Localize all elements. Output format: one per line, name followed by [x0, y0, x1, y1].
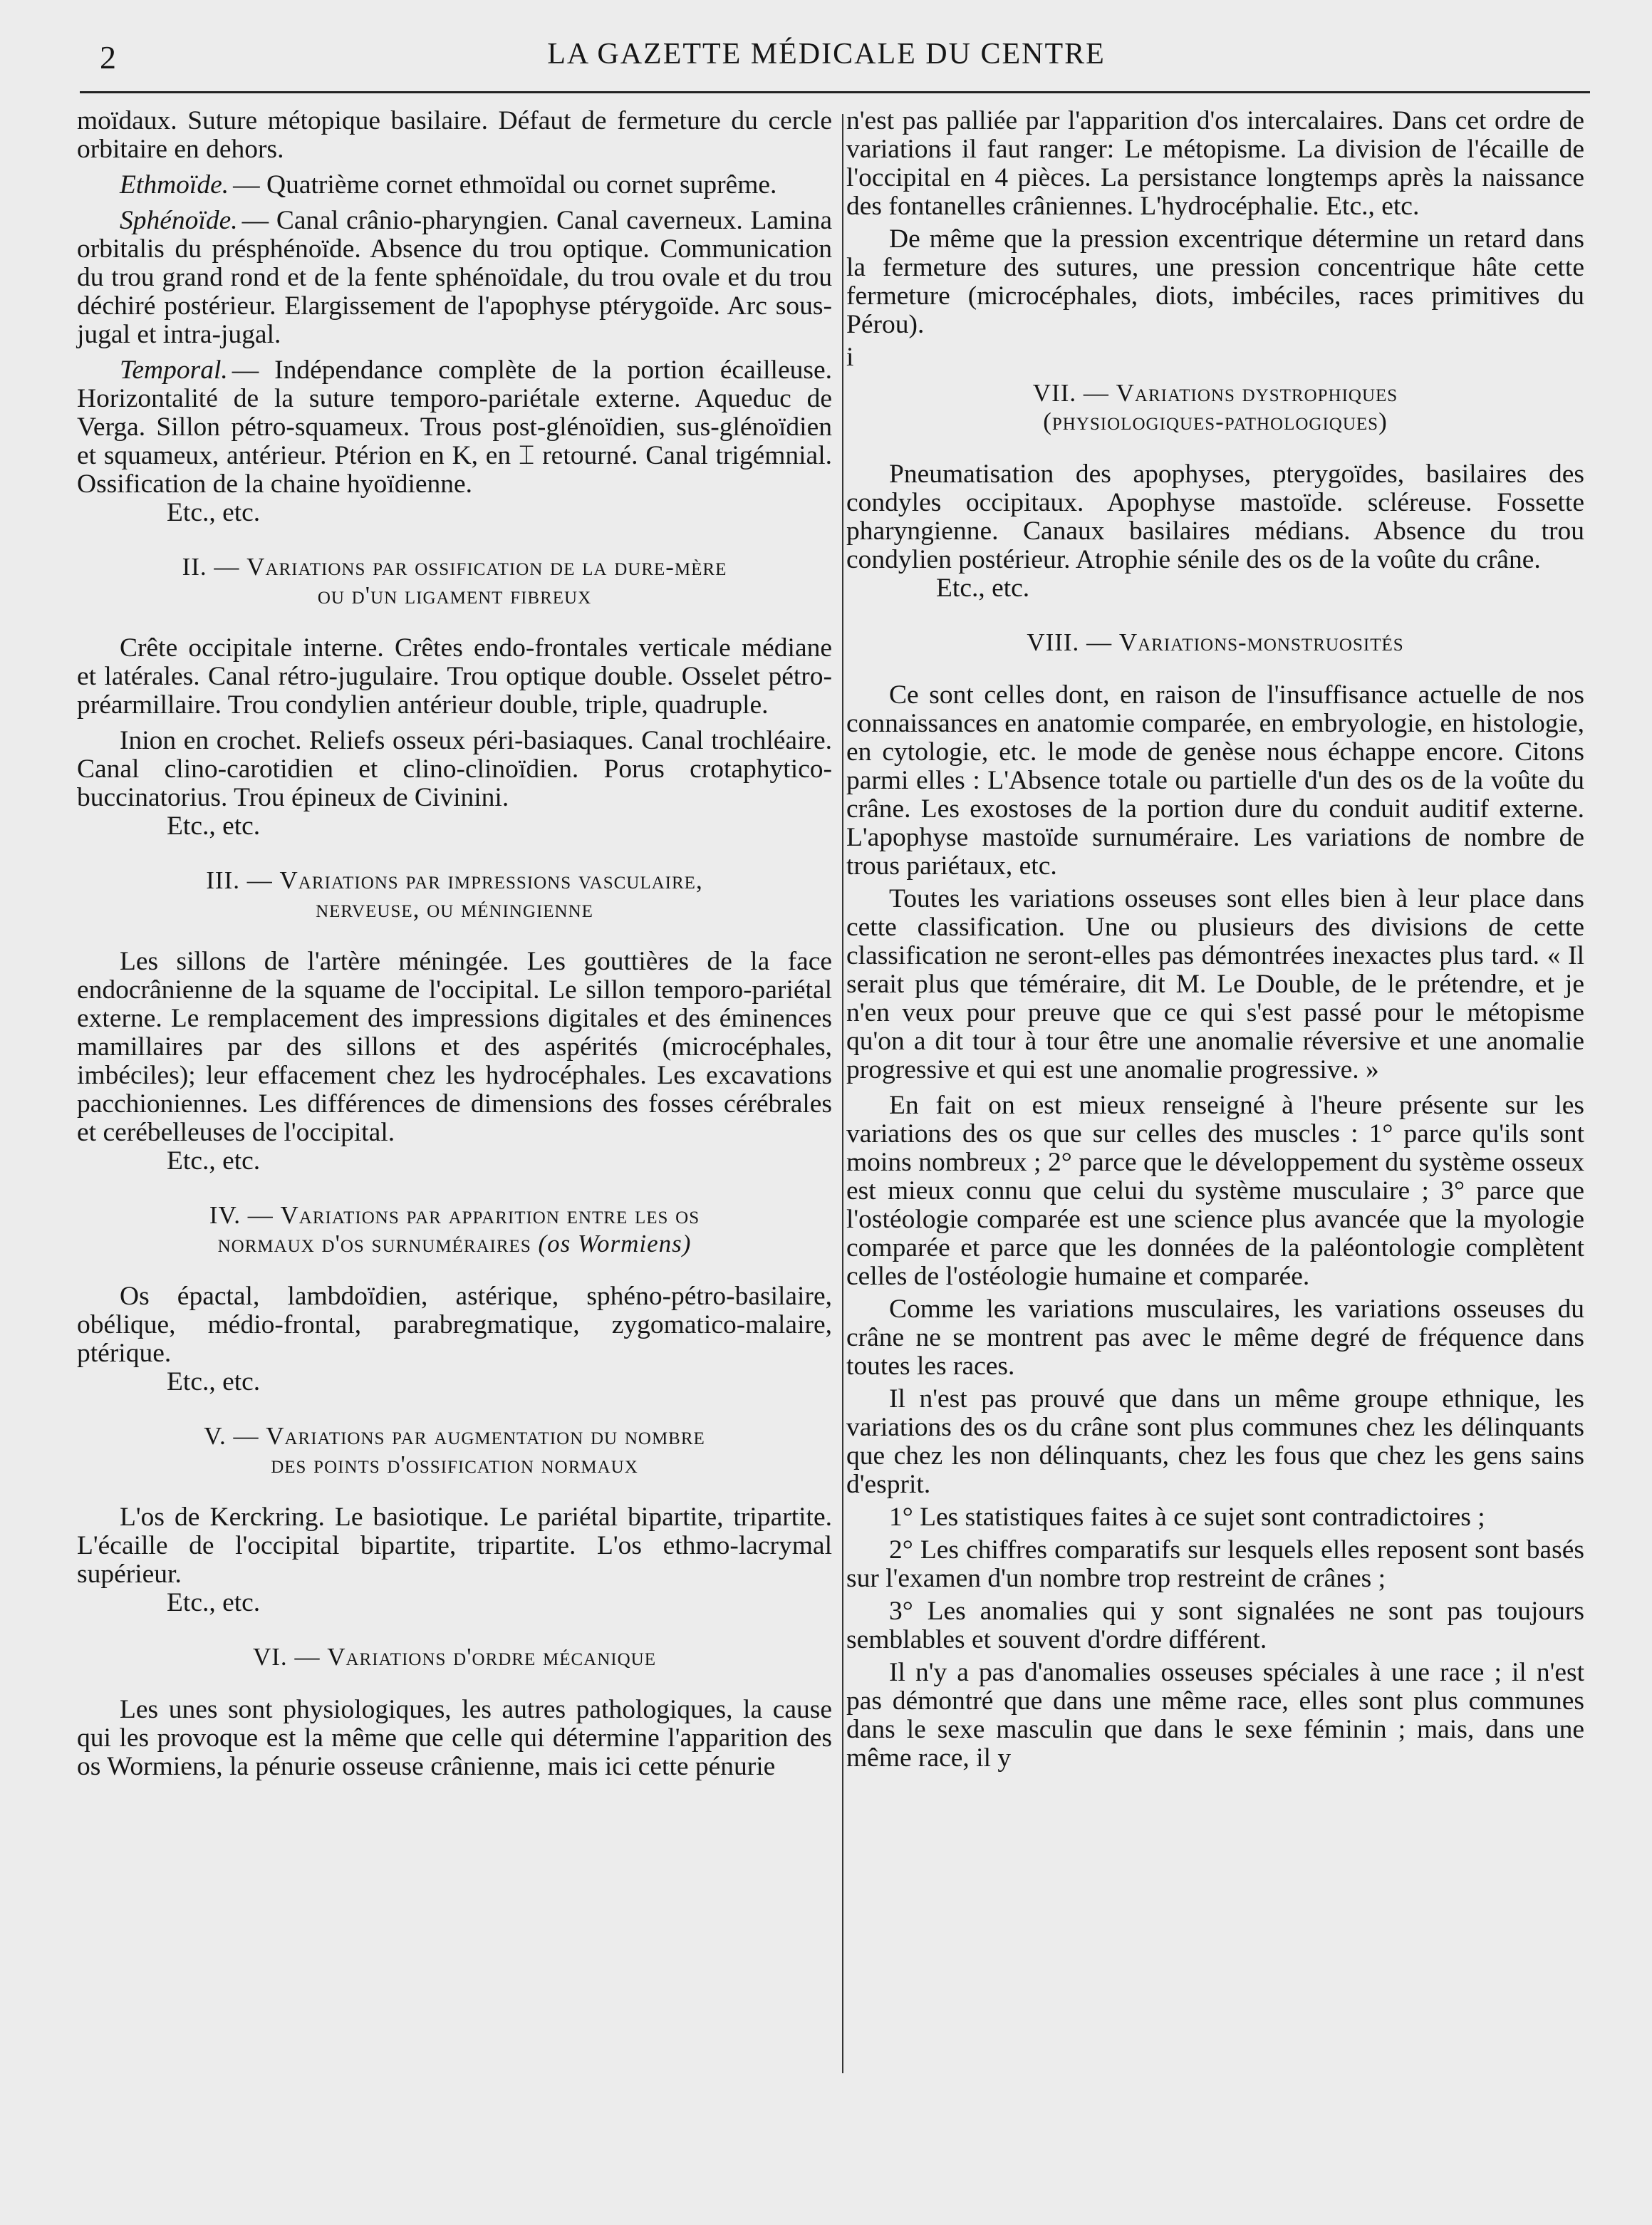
- section-numeral: VI.: [253, 1643, 288, 1671]
- section-heading-iii: III. — Variations par impressions vasculaire, nerveuse, ou méningienne: [77, 866, 832, 923]
- section-heading-v: V. — Variations par augmentation du nombre des points d'ossification normaux: [77, 1422, 832, 1479]
- temporal-label: Temporal.: [120, 356, 228, 385]
- pression-paragraph: De même que la pression excentrique détermine un retard dans la fermeture des sutures, une pression concentrique hâte cette fermeture (microcéphales, diots, imbéciles, races primitives du Pérou).: [846, 224, 1584, 339]
- opening-paragraph: moïdaux. Suture métopique basilaire. Défaut de fermeture du cercle orbitaire en dehors.: [77, 106, 832, 164]
- section-ii-paragraph-1: Crête occipitale interne. Crêtes endo-frontales verticale médiane et latérales. Canal rétro-jugulaire. Trou optique double. Osselet pétro-préarmillaire. Trou condylien antérieur double, triple, quadruple.: [77, 633, 832, 720]
- section-v-paragraph-1: L'os de Kerckring. Le basiotique. Le pariétal bipartite, tripartite. L'écaille de l'occipital bipartite, tripartite. L'os ethmo-lacrymal supérieur.: [77, 1503, 832, 1589]
- section-heading-line: Variations dystrophiques: [1116, 379, 1398, 407]
- stray-mark: i: [846, 343, 854, 372]
- etc-line: Etc., etc.: [936, 574, 1030, 603]
- column-rule: [842, 114, 843, 2073]
- section-viii-paragraph-8: 3° Les anomalies qui y sont signalées ne sont pas toujours semblables et souvent d'ordre différent.: [846, 1597, 1584, 1654]
- section-heading-line: Variations d'ordre mécanique: [327, 1643, 656, 1671]
- section-heading-line: (physiologiques-pathologiques): [1043, 408, 1388, 435]
- section-heading-line: Variations-monstruosités: [1118, 628, 1404, 656]
- section-heading-line: Variations par impressions vasculaire,: [279, 866, 703, 894]
- etc-line: Etc., etc.: [167, 1146, 261, 1176]
- section-numeral: IV.: [209, 1201, 241, 1229]
- section-heading-line: des points d'ossification normaux: [271, 1451, 638, 1478]
- section-viii-paragraph-3: En fait on est mieux renseigné à l'heure présente sur les variations des os que sur celles des muscles : 1° parce qu'ils sont moins nombreux ; 2° parce que le développement du système osseux est mieux connu que celui du système musculaire ; 3° parce que l'ostéologie comparée est une science plus avancée que la myologie comparée et parce que les données de la paléontologie complètent celles de l'ostéologie humaine et comparée.: [846, 1091, 1584, 1291]
- section-heading-line: Variations par augmentation du nombre: [266, 1422, 705, 1450]
- section-heading-vi: VI. — Variations d'ordre mécanique: [253, 1643, 656, 1671]
- ethmoide-text: — Quatrième cornet ethmoïdal ou cornet suprême.: [233, 170, 777, 199]
- section-viii-paragraph-7: 2° Les chiffres comparatifs sur lesquels elles reposent sont basés sur l'examen d'un nombre trop restreint de crânes ;: [846, 1535, 1584, 1593]
- page-title: LA GAZETTE MÉDICALE DU CENTRE: [547, 38, 1106, 71]
- section-numeral: V.: [204, 1422, 227, 1450]
- page-number: 2: [100, 39, 116, 76]
- section-heading-iv: IV. — Variations par apparition entre les os normaux d'os surnuméraires (os Wormiens): [209, 1201, 700, 1257]
- etc-line: Etc., etc.: [167, 498, 261, 527]
- section-heading-vii: VII. — Variations dystrophiques (physiologiques-pathologiques): [846, 379, 1584, 436]
- section-viii-paragraph-9: Il n'y a pas d'anomalies osseuses spéciales à une race ; il n'est pas démontré que dans une même race, elles sont plus communes dans le sexe masculin que dans le sexe féminin ; mais, dans une même race, il y: [846, 1658, 1584, 1773]
- section-viii-paragraph-2: Toutes les variations osseuses sont elles bien à leur place dans cette classification. Une ou plusieurs des divisions de cette classification ne seront-elles pas démontrées inexactes plus tard. « Il serait plus que téméraire, dit M. Le Double, de le prétendre, et je n'en veux pour preuve que ce qui s'est passé pour le métopisme qu'on a dit tour à tour être une anomalie réversive et une anomalie progressive et qui est une anomalie progressive. »: [846, 884, 1584, 1084]
- header-rule: [80, 91, 1590, 93]
- sphenoide-label: Sphénoïde.: [120, 206, 238, 235]
- section-heading-italic: (os Wormiens): [538, 1230, 692, 1257]
- section-viii-paragraph-1: Ce sont celles dont, en raison de l'insuffisance actuelle de nos connaissances en anatomie comparée, en embryologie, en histologie, en cytologie, etc. le mode de genèse nous échappe encore. Citons parmi elles : L'Absence totale ou partielle d'un des os de la voûte du crâne. Les exostoses de la portion dure du conduit auditif externe. L'apophyse mastoïde surnuméraire. Les variations de nombre de trous pariétaux, etc.: [846, 680, 1584, 881]
- section-heading-viii: VIII. — Variations-monstruosités: [1027, 628, 1404, 656]
- sphenoide-paragraph: [77, 207, 832, 349]
- section-viii-paragraph-5: Il n'est pas prouvé que dans un même groupe ethnique, les variations des os du crâne sont plus communes chez les délinquants que chez les non délinquants, chez les fous que chez les gens sains d'esprit.: [846, 1384, 1584, 1499]
- section-vii-paragraph-1: Pneumatisation des apophyses, pterygoïdes, basilaires des condyles occipitaux. Apophyse mastoïde. scléreuse. Fossette pharyngienne. Canaux basilaires médians. Absence du trou condylien postérieur. Atrophie sénile des os de la voûte du crâne.: [846, 460, 1584, 574]
- section-heading-ii: II. — Variations par ossification de la dure-mère ou d'un ligament fibreux: [77, 553, 832, 610]
- etc-line: Etc., etc.: [167, 811, 261, 841]
- section-iii-paragraph-1: Les sillons de l'artère méningée. Les gouttières de la face endocrânienne de la squame de l'occipital. Le sillon temporo-pariétal externe. Le remplacement des impressions digitales et des éminences mamillaires par des sillons et des aspérités (microcéphales, imbéciles); leur effacement chez les hydrocéphales. Les excavations pacchioniennes. Les différences de dimensions des fosses cérébrales et cerébelleuses de l'occipital.: [77, 947, 832, 1147]
- section-numeral: II.: [182, 553, 207, 581]
- section-iv-paragraph-1: Os épactal, lambdoïdien, astérique, sphéno-pétro-basilaire, obélique, médio-frontal, parabregmatique, zygomatico-malaire, ptérique.: [77, 1282, 832, 1368]
- section-ii-paragraph-2: Inion en crochet. Reliefs osseux péri-basiaques. Canal trochléaire. Canal clino-carotidien et clino-clinoïdien. Porus crotaphytico-buccinatorius. Trou épineux de Civinini.: [77, 726, 832, 812]
- section-viii-paragraph-4: Comme les variations musculaires, les variations osseuses du crâne ne se montrent pas avec le même degré de fréquence dans toutes les races.: [846, 1295, 1584, 1381]
- etc-line: Etc., etc.: [167, 1367, 261, 1396]
- section-heading-line: ou d'un ligament fibreux: [317, 581, 592, 609]
- temporal-paragraph: [77, 356, 832, 499]
- right-column: [846, 107, 1584, 1773]
- etc-line: Etc., etc.: [167, 1588, 261, 1617]
- section-viii-paragraph-6: 1° Les statistiques faites à ce sujet sont contradictoires ;: [889, 1503, 1485, 1532]
- section-heading-line: Variations par apparition entre les os: [280, 1201, 700, 1229]
- temporal-text: — Indépendance complète de la portion écailleuse. Horizontalité de la suture temporo-pariétale externe. Aqueduc de Verga. Sillon pétro-squameux. Trous post-glénoïdien, sus-glénoïdien et squameux, antérieur. Ptérion en K, en ⌶ retourné. Canal trigémnial. Ossification de la chaine hyoïdienne.: [77, 356, 832, 499]
- section-numeral: III.: [206, 866, 240, 894]
- section-numeral: VIII.: [1027, 628, 1080, 656]
- ethmoide-paragraph: [77, 171, 832, 199]
- section-numeral: VII.: [1032, 379, 1077, 407]
- left-column: [77, 107, 832, 1781]
- continuation-paragraph: n'est pas palliée par l'apparition d'os intercalaires. Dans cet ordre de variations il faut ranger: Le métopisme. La division de l'écaille de l'occipital en 4 pièces. La persistance longtemps après la naissance des fontanelles crâniennes. L'hydrocéphalie. Etc., etc.: [846, 106, 1584, 221]
- section-heading-line: normaux d'os surnuméraires: [217, 1230, 531, 1257]
- ethmoide-label: Ethmoïde.: [120, 170, 229, 199]
- section-vi-paragraph-1: Les unes sont physiologiques, les autres pathologiques, la cause qui les provoque est la même que celle qui détermine l'apparition des os Wormiens, la pénurie osseuse crânienne, mais ici cette pénurie: [77, 1695, 832, 1781]
- sphenoide-text: — Canal crânio-pharyngien. Canal caverneux. Lamina orbitalis du présphénoïde. Absence du trou optique. Communication du trou grand rond et de la fente sphénoïdale, du trou ovale et du trou déchiré postérieur. Elargissement de l'apophyse ptérygoïde. Arc sous-jugal et intra-jugal.: [77, 206, 832, 349]
- section-heading-line: Variations par ossification de la dure-mère: [246, 553, 727, 581]
- section-heading-line: nerveuse, ou méningienne: [316, 895, 593, 923]
